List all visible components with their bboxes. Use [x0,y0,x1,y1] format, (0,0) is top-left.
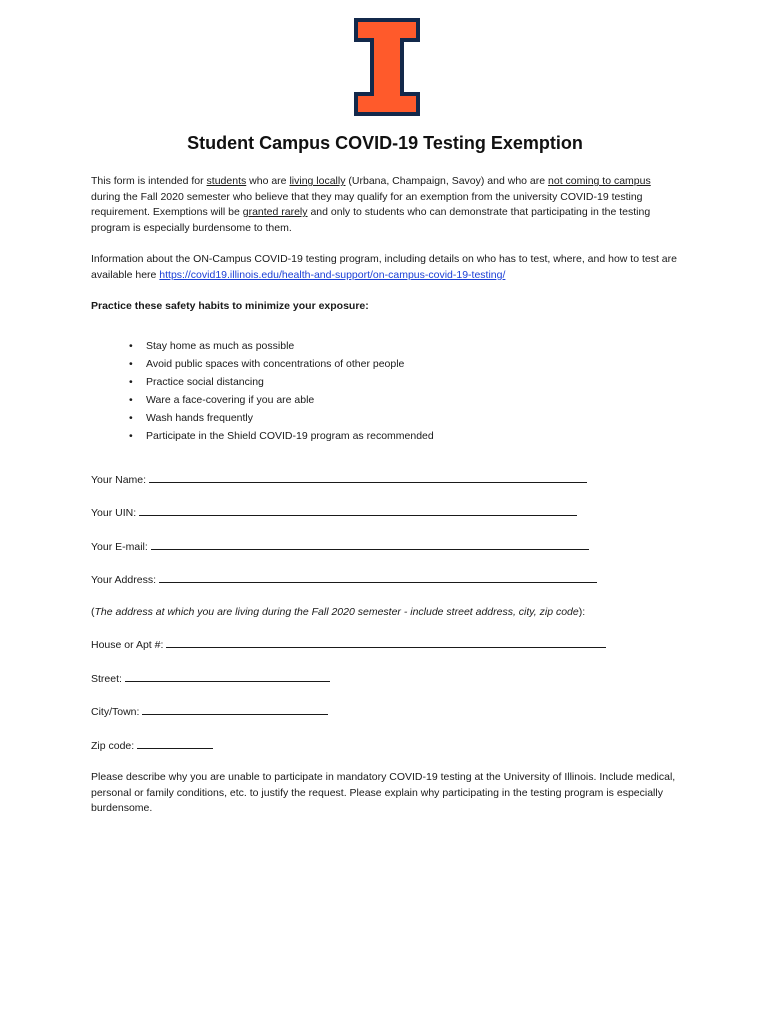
city-input-line[interactable] [142,703,328,715]
habit-item [129,373,681,391]
describe-paragraph: Please describe why you are unable to participate in mandatory COVID-19 testing at the University of Illinois. Include medical, personal or family conditions, etc. to justify the request. Please explain why participating in the testing program is especially burdensome. [91,771,676,814]
form-body [91,174,681,817]
habit-text: Ware a face-covering if you are able [146,393,315,406]
page-title: Student Campus COVID-19 Testing Exemption [187,133,583,153]
zip-label: Zip code: [91,739,135,752]
zip-input-line[interactable] [137,737,213,749]
intro-underline-students: students [206,175,247,187]
habit-text: Practice social distancing [146,375,264,388]
intro-underline-not-coming: not coming to campus [548,175,651,187]
street-field[interactable] [91,670,681,688]
name-field[interactable] [91,471,681,489]
uin-input-line[interactable] [139,504,577,516]
address-label: Your Address: [91,574,156,586]
habit-item [129,355,681,373]
intro-underline-living-locally: living locally [289,175,346,187]
city-label: City/Town: [91,706,140,718]
habit-text: Participate in the Shield COVID-19 program as recommended [146,429,434,442]
name-input-line[interactable] [149,471,587,483]
habit-text: Avoid public spaces with concentrations of other people [146,357,405,370]
apt-field[interactable] [91,636,681,654]
email-input-line[interactable] [151,538,589,550]
habits-list [91,337,681,445]
address-input-line[interactable] [159,571,597,583]
info-text: Information about the ON-Campus COVID-19 testing program, including details on who has to test, where, and how to test are available here [91,253,677,281]
bullet-icon: • [129,375,133,388]
address-note [91,605,681,621]
intro-text: and only to students who can demonstrate that participating in the testing program is especially burdensome to them. [91,206,651,234]
intro-text: This form is intended for [91,175,207,187]
bullet-icon: • [129,357,133,370]
habit-text: Wash hands frequently [146,411,254,424]
bullet-icon: • [129,411,133,424]
uin-field[interactable] [91,504,681,522]
apt-input-line[interactable] [166,636,606,648]
testing-info-link[interactable]: https://covid19.illinois.edu/health-and-support/on-campus-covid-19-testing/ [159,268,506,281]
block-i-logo [352,16,422,118]
habit-item [129,427,681,445]
address-note-close: ): [578,605,586,618]
intro-paragraph [91,174,681,236]
bullet-icon: • [129,429,133,442]
address-field[interactable] [91,571,681,589]
habit-item [129,337,681,355]
intro-underline-granted-rarely: granted rarely [242,206,308,218]
email-label: Your E-mail: [91,540,148,553]
habits-heading: Practice these safety habits to minimize your exposure: [91,300,369,312]
uin-label: Your UIN: [91,507,137,519]
street-input-line[interactable] [125,670,330,682]
info-paragraph [91,252,681,283]
street-label: Street: [91,672,122,685]
intro-text: (Urbana, Champaign, Savoy) and who are [345,175,549,187]
bullet-icon: • [129,339,133,352]
habit-text: Stay home as much as possible [146,339,295,352]
city-field[interactable] [91,703,681,721]
address-note-italic: The address at which you are living during the Fall 2020 semester - include street address, city, zip code [94,605,579,618]
bullet-icon: • [129,393,133,406]
habit-item [129,391,681,409]
intro-text: during the Fall 2020 semester who believe that they may qualify for an exemption from the university COVID-19 testing requirement. Exemptions will be [91,190,643,218]
email-field[interactable] [91,538,681,556]
apt-label: House or Apt #: [91,639,164,651]
intro-text: who are [246,175,290,187]
name-label: Your Name: [91,473,147,486]
address-note-open: ( [91,605,95,618]
zip-field[interactable] [91,737,681,755]
habit-item [129,409,681,427]
